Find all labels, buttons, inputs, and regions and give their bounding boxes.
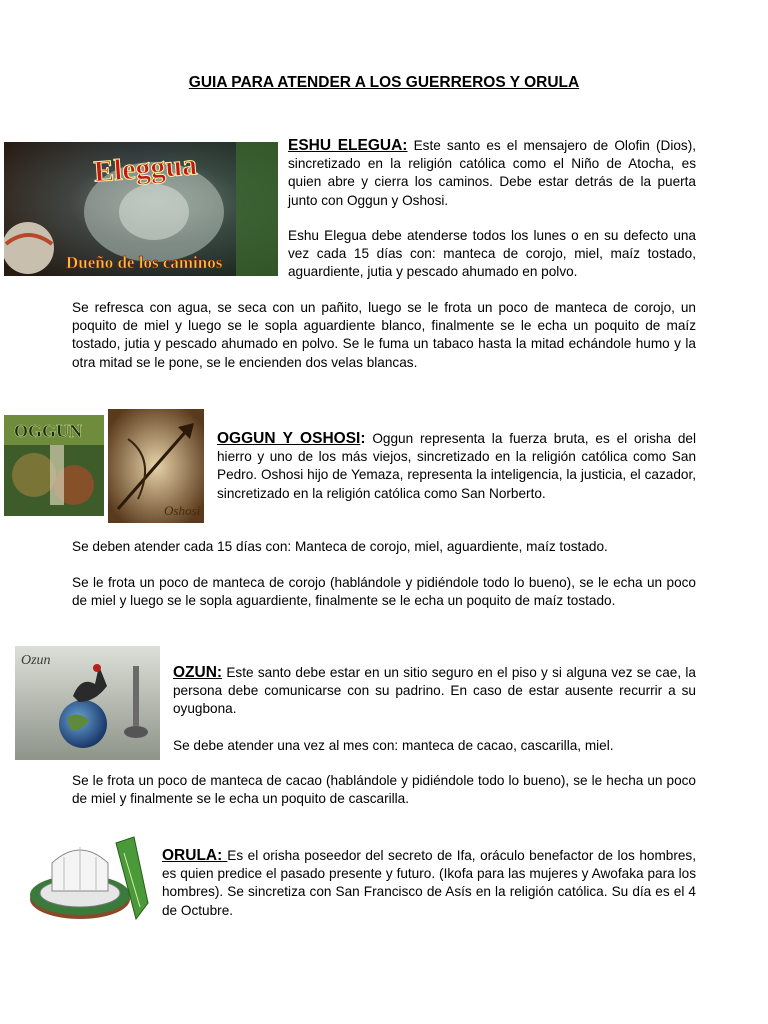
orula-intro (162, 847, 696, 920)
elegua-image-caption: Dueño de los caminos (66, 253, 223, 272)
oshosi-image-label: Oshosi (164, 503, 201, 518)
eshu-intro-text: Este santo es el mensajero de Olofin (Dios), sincretizado en la religión católica como el Niño de Atocha, es quien abre y cierra los caminos. Debe estar detrás de la puerta junto con Oggun y Oshosi. (288, 138, 697, 208)
ozun-heading: OZUN: (173, 664, 223, 681)
orula-intro-text: Es el orisha poseedor del secreto de Ifa, oráculo benefactor de los hombres, es quien predice el pasado presente y futuro. (Ikofa para las mujeres y Awofaka para los hombres). Se sincretiza con San Francisco de Asís en la religión católica. Su día es el 4 de Octubre. (162, 848, 696, 918)
oggun-schedule: Se deben atender cada 15 días con: Manteca de corojo, miel, aguardiente, maíz tostado. (72, 539, 608, 554)
orula-image (24, 833, 152, 929)
ozun-intro-text: Este santo debe estar en un sitio seguro en el piso y si alguna vez se cae, la persona debe comunicarse con su padrino. En caso de estar ausente recurrir a su oyugbona. (173, 665, 696, 717)
elegua-image (4, 142, 278, 276)
oggun-intro (217, 430, 696, 503)
oshosi-picture (108, 409, 204, 523)
elegua-picture (4, 142, 278, 276)
orula-picture (24, 833, 152, 929)
oggun-image (4, 415, 104, 516)
oshosi-image (108, 409, 204, 523)
oggun-heading-colon: : (360, 430, 366, 447)
orula-heading: ORULA: (162, 847, 228, 864)
oggun-image-label: OGGUN (14, 421, 83, 441)
ozun-schedule: Se debe atender una vez al mes con: manteca de cacao, cascarilla, miel. (173, 738, 614, 753)
ozun-picture (15, 646, 160, 760)
oggun-picture (4, 415, 104, 516)
ozun-intro (173, 664, 696, 719)
oggun-intro-text: Oggun representa la fuerza bruta, es el orisha del hierro y uno de los más viejos, sincretizado en la religión católica como San Pedro. Oshosi hijo de Yemaza, representa la inteligencia, la justicia, el cazador, sincretizado en la religión católica como San Norberto. (217, 431, 696, 501)
eshu-schedule: Eshu Elegua debe atenderse todos los lunes o en su defecto una vez cada 15 días con: manteca de corojo, miel, maíz tostado, aguardiente, jutia y pescado ahumado en polvo. (288, 228, 696, 280)
page-title: GUIA PARA ATENDER A LOS GUERREROS Y ORULA (188, 74, 580, 91)
ozun-image-label: Ozun (21, 653, 51, 668)
elegua-image-title: Eleggua (92, 148, 199, 189)
eshu-care: Se refresca con agua, se seca con un pañito, luego se le frota un poco de manteca de corojo, un poquito de miel y luego se le sopla aguardiente blanco, finalmente se le echa un poquito de maíz tostado, jutia y pescado ahumado en polvo. Se le fuma un tabaco hasta la mitad echándole humo y la otra mitad se le pone, se le encienden dos velas blancas. (72, 300, 696, 370)
oggun-care: Se le frota un poco de manteca de corojo (hablándole y pidiéndole todo lo bueno), se le echa un poco de miel y luego se le sopla aguardiente, finalmente se le echa un poquito de maíz tostado. (72, 575, 696, 609)
ozun-image (15, 646, 160, 760)
ozun-care: Se le frota un poco de manteca de cacao (hablándole y pidiéndole todo lo bueno), se le hecha un poco de miel y finalmente se le echa un poquito de cascarilla. (72, 773, 696, 807)
eshu-intro (288, 137, 696, 210)
eshu-heading: ESHU ELEGUA: (288, 137, 408, 154)
oggun-heading: OGGUN Y OSHOSI (217, 430, 361, 447)
